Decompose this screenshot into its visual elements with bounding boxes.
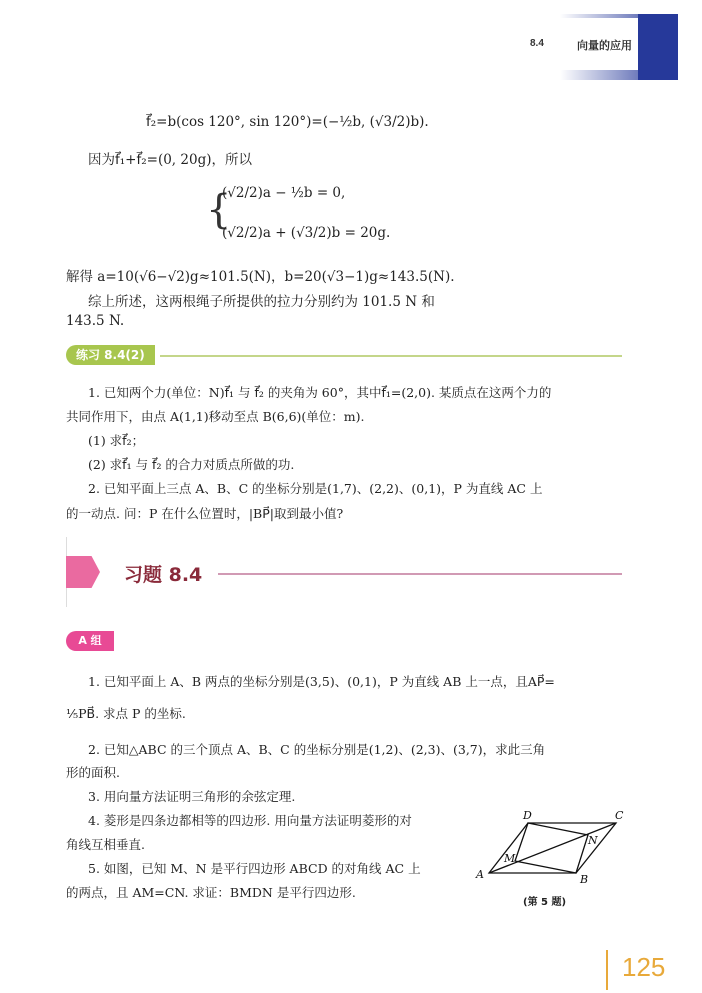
figure-caption: (第 5 题) xyxy=(523,897,567,908)
exercise-line: 2. 已知△ABC 的三个顶点 A、B、C 的坐标分别是(1,2)、(2,3)、(3,7)，求此三角 xyxy=(88,742,546,757)
page-number: 125 xyxy=(622,952,666,982)
exercise-line: 的两点，且 AM=CN. 求证：BMDN 是平行四边形. xyxy=(66,885,356,900)
exercise-line: 4. 菱形是四条边都相等的四边形. 用向量方法证明菱形的对 xyxy=(88,813,412,828)
exercise-line: 1. 已知平面上 A、B 两点的坐标分别是(3,5)、(0,1)，P 为直线 AB 上一点，且AP⃗= xyxy=(88,674,555,689)
solution-line: f⃗₂=b(cos 120°, sin 120°)=(−½b, (√3/2)b). xyxy=(146,114,429,130)
label-n: N xyxy=(588,834,598,847)
divider xyxy=(606,950,608,990)
group-badge: A 组 xyxy=(66,631,114,651)
arrow-icon xyxy=(66,556,100,588)
equation-1: (√2/2)a − ½b = 0, xyxy=(222,185,346,201)
brace: { xyxy=(206,187,232,233)
header-section-number: 8.4 xyxy=(530,38,544,49)
exercises-title: 习题 8.4 xyxy=(124,564,203,586)
parallelogram-figure xyxy=(470,800,630,890)
practice-line: 1. 已知两个力(单位：N)f⃗₁ 与 f⃗₂ 的夹角为 60°，其中f⃗₁=(2,0). 某质点在这两个力的 xyxy=(88,385,552,400)
exercise-line: 3. 用向量方法证明三角形的余弦定理. xyxy=(88,789,296,804)
label-d: D xyxy=(523,809,532,822)
practice-line: (1) 求f⃗₂； xyxy=(88,433,145,448)
label-a: A xyxy=(476,868,484,881)
practice-line: 共同作用下，由点 A(1,1)移动至点 B(6,6)(单位：m). xyxy=(66,409,365,424)
header-section-title: 向量的应用 xyxy=(577,39,632,52)
practice-line: 2. 已知平面上三点 A、B、C 的坐标分别是(1,7)、(2,2)、(0,1)，P 为直线 AC 上 xyxy=(88,481,543,496)
equation-2: (√2/2)a + (√3/2)b = 20g. xyxy=(222,225,391,241)
solution-line: 143.5 N. xyxy=(66,313,125,329)
solution-line: 综上所述，这两根绳子所提供的拉力分别约为 101.5 N 和 xyxy=(88,294,435,310)
label-c: C xyxy=(615,809,624,822)
label-m: M xyxy=(504,852,516,865)
solution-line: 解得 a=10(√6−√2)g≈101.5(N)，b=20(√3−1)g≈143.5(N). xyxy=(66,269,455,285)
label-b: B xyxy=(580,873,589,886)
exercise-line: ⅕PB⃗. 求点 P 的坐标. xyxy=(66,706,186,721)
practice-line: (2) 求f⃗₁ 与 f⃗₂ 的合力对质点所做的功. xyxy=(88,457,295,472)
exercise-line: 角线互相垂直. xyxy=(66,837,145,852)
exercise-line: 形的面积. xyxy=(66,765,120,780)
solution-line: 因为f⃗₁+f⃗₂=(0, 20g)，所以 xyxy=(88,152,252,168)
practice-line: 的一动点. 问：P 在什么位置时，|BP⃗|取到最小值? xyxy=(66,506,344,521)
practice-title: 练习 8.4(2) xyxy=(66,345,155,365)
exercise-line: 5. 如图，已知 M、N 是平行四边形 ABCD 的对角线 AC 上 xyxy=(88,861,421,876)
divider xyxy=(160,355,622,357)
divider xyxy=(218,573,622,575)
header-tab xyxy=(638,14,678,80)
